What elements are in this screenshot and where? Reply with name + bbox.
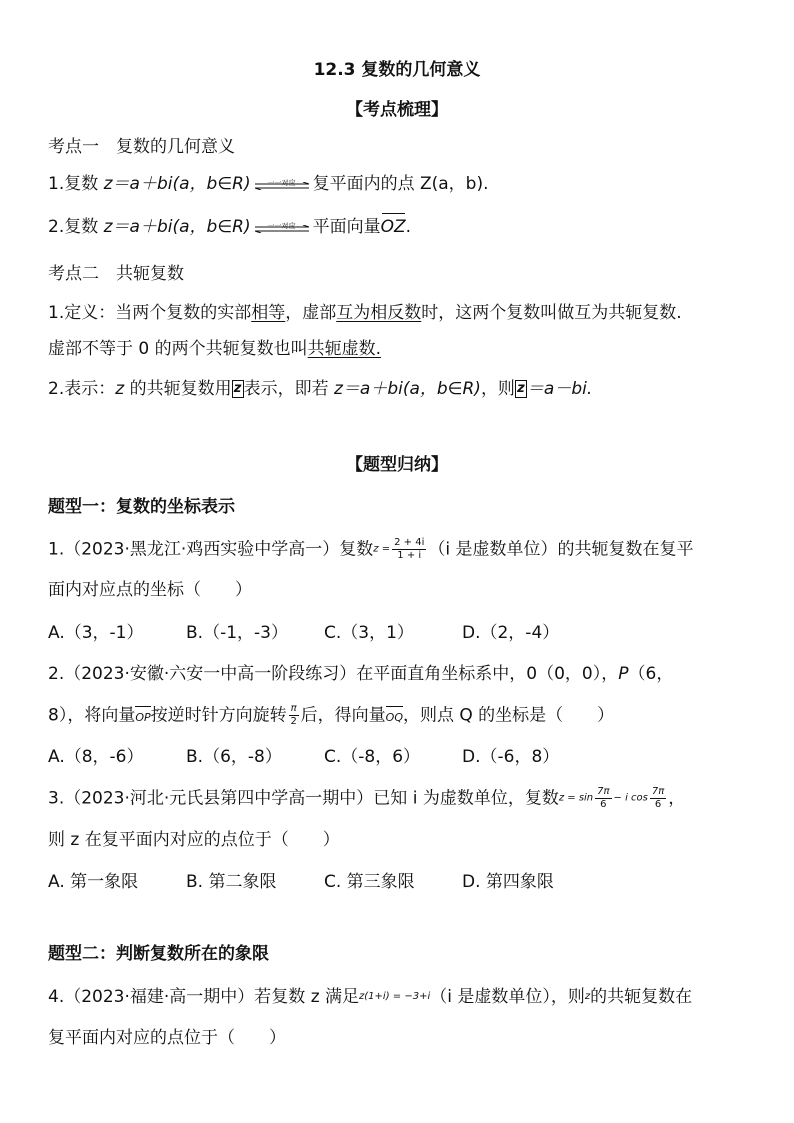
- option-d: D.（2，-4）: [462, 623, 560, 643]
- question-1-cont: 面内对应点的坐标（ ）: [48, 580, 252, 600]
- fraction: $\frac{7\pi}{6}$: [651, 786, 665, 810]
- kp2-definition-2: 虚部不等于 0 的两个共轭复数也叫共轭虚数.: [48, 339, 382, 359]
- question-4: 4.（2023·福建·高一期中）若复数 z 满足z(1+i) = −3+i（i 是虚数单位），则z的共轭复数在: [48, 987, 693, 1007]
- kp1-item1: 1.复数 z＝a＋bi(a，b∈R) 一一对应 复平面内的点 Z(a，b).: [48, 174, 489, 194]
- question-3-cont: 则 z 在复平面内对应的点位于（ ）: [48, 830, 340, 850]
- option-b: B.（-1，-3）: [186, 623, 288, 643]
- option-c: C.（-8，6）: [324, 747, 421, 767]
- kp2-representation: 2.表示：z 的共轭复数用 z 表示，即若 z＝a＋bi(a，b∈R)，则 z ＝a－bi.: [48, 379, 593, 399]
- question-1-options: [48, 621, 600, 645]
- question-1: 1.（2023·黑龙江·鸡西实验中学高一）复数z = $\frac{2 + 4i}{1 + i}$ （i 是虚数单位）的共轭复数在复平: [48, 537, 694, 561]
- question-2-cont: 8），将向量OP按逆时针方向旋转 $\frac{\pi}{2}$ 后，得向量OQ，则点 Q 的坐标是（ ）: [48, 703, 614, 730]
- option-c: C. 第三象限: [324, 872, 415, 892]
- vector-oq: OQ: [386, 706, 403, 730]
- section-heading-types: 【题型归纳】: [346, 455, 448, 475]
- option-a: A.（8，-6）: [48, 747, 144, 767]
- section-heading-knowledge: 【考点梳理】: [346, 100, 448, 120]
- question-2-options: [48, 745, 600, 769]
- type2-title: 题型二：判断复数所在的象限: [48, 944, 269, 964]
- kp2-title: 考点二 共轭复数: [48, 264, 184, 284]
- conjugate-z-box: z: [232, 380, 244, 398]
- question-3: 3.（2023·河北·元氏县第四中学高一期中）已知 i 为虚数单位，复数z = sin $\frac{7\pi}{6}$ − i cos $\frac{7\pi}{6}$ ，: [48, 786, 686, 810]
- page-title: 12.3 复数的几何意义: [313, 60, 481, 80]
- vector-op: OP: [135, 706, 150, 730]
- option-c: C.（3，1）: [324, 623, 414, 643]
- question-2: 2.（2023·安徽·六安一中高一阶段练习）在平面直角坐标系中，0（0，0），P（6，: [48, 664, 674, 684]
- question-4-cont: 复平面内对应的点位于（ ）: [48, 1028, 286, 1048]
- kp2-definition: 1.定义：当两个复数的实部相等，虚部互为相反数时，这两个复数叫做互为共轭复数.: [48, 303, 682, 323]
- conjugate-z-box: z: [515, 380, 527, 398]
- type1-title: 题型一：复数的坐标表示: [48, 497, 235, 517]
- kp1-item2: 2.复数 z＝a＋bi(a，b∈R) 一一对应 平面向量OZ.: [48, 217, 412, 237]
- option-b: B.（6，-8）: [186, 747, 282, 767]
- fraction: $\frac{2 + 4i}{1 + i}$: [394, 537, 425, 561]
- fraction: $\frac{7\pi}{6}$: [597, 786, 610, 810]
- vector-oz: OZ: [380, 217, 406, 237]
- double-arrow-icon: 一一对应: [253, 174, 311, 194]
- option-d: D. 第四象限: [462, 872, 554, 892]
- option-b: B. 第二象限: [186, 872, 277, 892]
- question-3-options: [48, 870, 600, 894]
- fraction: $\frac{\pi}{2}$: [290, 703, 297, 727]
- option-d: D.（-6，8）: [462, 747, 560, 767]
- formula: z＝a＋bi(a，b∈R): [103, 174, 251, 194]
- kp1-title: 考点一 复数的几何意义: [48, 137, 235, 157]
- double-arrow-icon: 一一对应: [253, 217, 311, 237]
- option-a: A.（3，-1）: [48, 623, 144, 643]
- option-a: A. 第一象限: [48, 872, 139, 892]
